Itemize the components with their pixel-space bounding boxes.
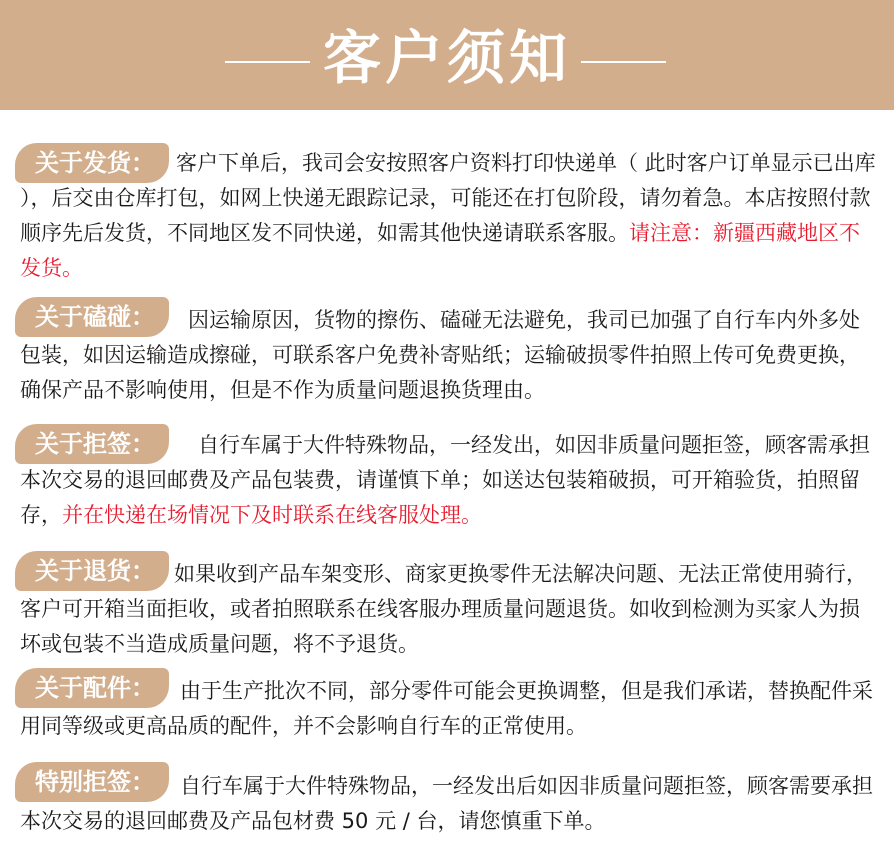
rejection-warning: 并在快递在场情况下及时联系在线客服处理。 (62, 503, 482, 527)
section-label-badge: 关于发货： (15, 143, 169, 183)
shipping-warning: 请注意：新疆西藏地区不发货。 (20, 221, 860, 280)
page-title: 客户须知 (322, 24, 571, 92)
section-label-badge: 关于磕碰： (15, 297, 169, 337)
section-text: 因运输原因，货物的擦伤、磕碰无法避免，我司已加强了自行车内外多处包装，如因运输造成擦碰，可联系客户免费补寄贴纸；运输破损零件拍照上传可免费更换，确保产品不影响使用，但是不作为质量问题退换货理由。 (20, 308, 860, 402)
section-text: 如果收到产品车架变形、商家更换零件无法解决问题、无法正常使用骑行，客户可开箱当面拒收，或者拍照联系在线客服办理质量问题退货。如收到检测为买家人为损坏或包装不当造成质量问题，将不予退货。 (20, 562, 867, 656)
section-text: 自行车属于大件特殊物品，一经发出，如因非质量问题拒签，顾客需承担本次交易的退回邮费及产品包装费，请谨慎下单；如送达包装箱破损，可开箱验货，拍照留存，并在快递在场情况下及时联系在线客服处理。 (20, 433, 870, 527)
header-banner (0, 0, 894, 110)
header-divider-right (581, 61, 666, 63)
section-text: 客户下单后，我司会安按照客户资料打印快递单（ 此时客户订单显示已出库 ），后交由仓库打包，如网上快递无跟踪记录，可能还在打包阶段，请勿着急。本店按照付款顺序先后发货，不同地区发不同快递，如需其他快递请联系客服。请注意：新疆西藏地区不发货。 (20, 151, 883, 280)
header-divider-left (225, 61, 310, 63)
section-text: 自行车属于大件特殊物品，一经发出后如因非质量问题拒签，顾客需要承担本次交易的退回邮费及产品包材费 50 元 / 台，请您慎重下单。 (20, 774, 873, 833)
section-text: 由于生产批次不同，部分零件可能会更换调整，但是我们承诺，替换配件采用同等级或更高品质的配件，并不会影响自行车的正常使用。 (20, 679, 873, 738)
section-label-badge: 关于退货： (15, 551, 169, 591)
section-label-badge: 特别拒签： (15, 762, 169, 802)
section-label-badge: 关于配件： (15, 668, 169, 708)
section-label-badge: 关于拒签： (15, 424, 169, 464)
